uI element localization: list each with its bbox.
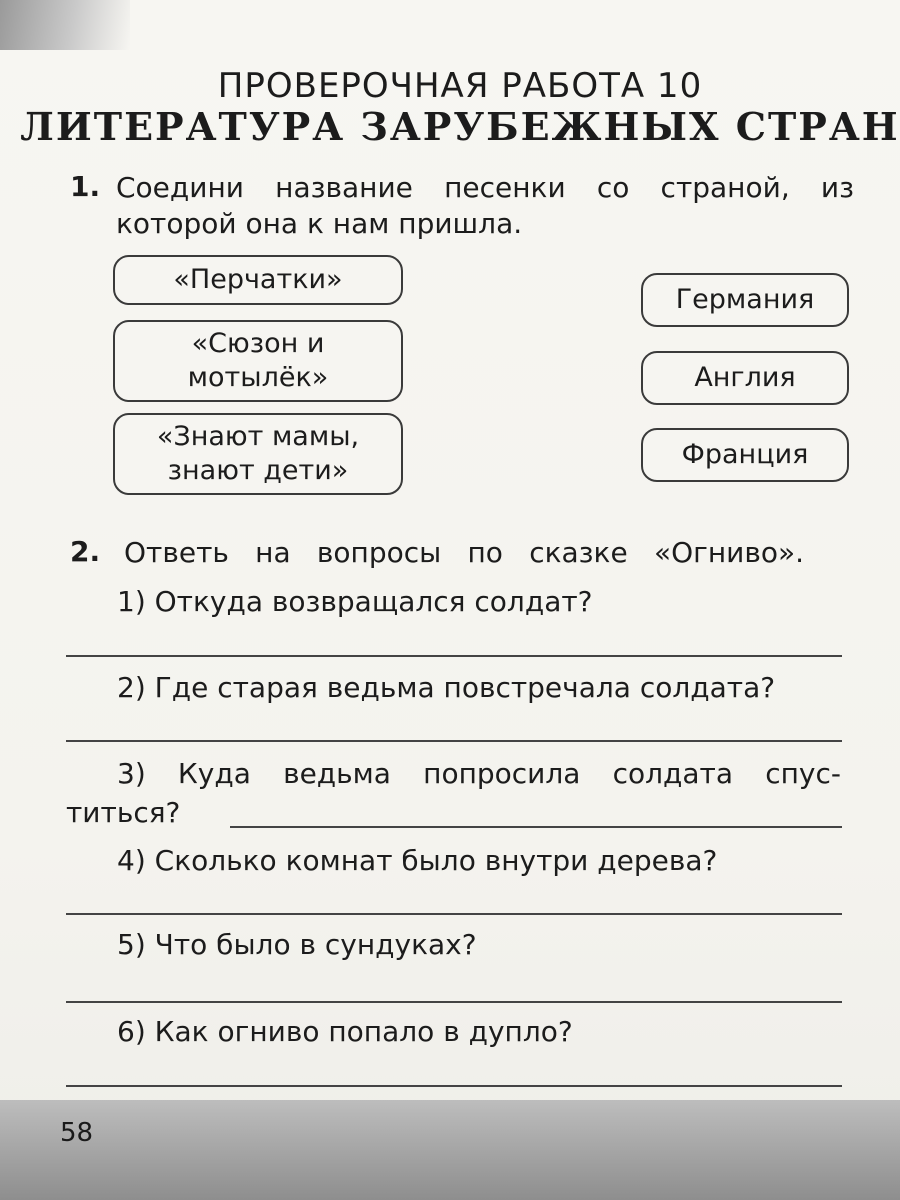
page-footer-band	[0, 1100, 900, 1200]
question-5: 5) Что было в сундуках?	[117, 928, 477, 961]
song-box-suzon[interactable]	[113, 320, 403, 402]
task-2-number: 2.	[70, 535, 101, 568]
country-box-france[interactable]	[641, 428, 849, 482]
task-1-instruction-line-1: Соедини название песенки со страной, из	[116, 171, 854, 204]
country-label: Англия	[694, 362, 796, 393]
question-1: 1) Откуда возвращался солдат?	[117, 585, 593, 618]
task-1-instruction-line-2: которой она к нам пришла.	[116, 207, 523, 240]
answer-line-2[interactable]	[66, 740, 842, 742]
country-box-england[interactable]	[641, 351, 849, 405]
answer-line-4[interactable]	[66, 913, 842, 915]
question-6: 6) Как огниво попало в дупло?	[117, 1015, 573, 1048]
page-subtitle: ЛИТЕРАТУРА ЗАРУБЕЖНЫХ СТРАН	[20, 104, 900, 149]
country-label: Германия	[675, 284, 815, 315]
question-2: 2) Где старая ведьма повстречала солдата?	[117, 671, 776, 704]
task-2-instruction: Ответь на вопросы по сказке «Огниво».	[124, 536, 804, 569]
song-label-line: «Сюзон и	[191, 328, 325, 359]
page-title: ПРОВЕРОЧНАЯ РАБОТА 10	[217, 66, 703, 106]
song-label-line: знают дети»	[167, 455, 349, 486]
country-label: Франция	[681, 439, 809, 470]
song-label: «Перчатки»	[173, 264, 343, 295]
question-3-line-1: 3) Куда ведьма попросила солдата спус-	[117, 757, 841, 790]
answer-line-6[interactable]	[66, 1085, 842, 1087]
country-box-germany[interactable]	[641, 273, 849, 327]
answer-line-3[interactable]	[230, 826, 842, 828]
song-box-znayut-mamy[interactable]	[113, 413, 403, 495]
answer-line-5[interactable]	[66, 1001, 842, 1003]
scan-shadow	[0, 0, 130, 50]
page-number: 58	[60, 1118, 94, 1148]
answer-line-1[interactable]	[66, 655, 842, 657]
song-label-line: мотылёк»	[187, 362, 329, 393]
song-label-line: «Знают мамы,	[156, 421, 360, 452]
song-box-perchatki[interactable]	[113, 255, 403, 305]
question-3-line-2: титься?	[66, 796, 181, 829]
task-1-number: 1.	[70, 170, 101, 203]
question-4: 4) Сколько комнат было внутри дерева?	[117, 844, 718, 877]
